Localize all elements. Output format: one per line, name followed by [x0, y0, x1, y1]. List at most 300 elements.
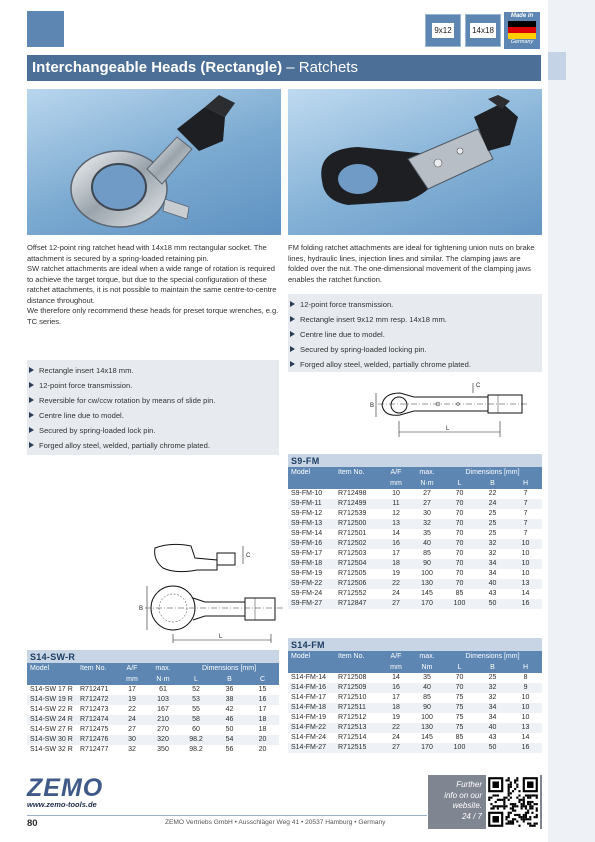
- table-cell: 27: [423, 490, 431, 497]
- col-max: max.: [419, 469, 435, 476]
- table-cell: 24: [392, 734, 400, 741]
- s14sw-table: [27, 663, 279, 755]
- zemo-logo-wordmark: ZEMO: [27, 774, 104, 802]
- col-dimensions: Dimensions [mm]: [465, 469, 520, 476]
- table-cell: 24: [117, 715, 147, 725]
- table-cell: 40: [411, 539, 443, 549]
- left-feature-text: Rectangle insert 14x18 mm.: [39, 366, 134, 375]
- table-cell: S9-FM-27: [288, 599, 335, 609]
- table-cell: S14-SW 32 R: [30, 746, 73, 753]
- bullet-arrow-icon: [290, 301, 295, 307]
- table-cell: S9-FM-13: [288, 519, 335, 529]
- table-row: [288, 733, 542, 743]
- table-cell: 100: [421, 570, 433, 577]
- bullet-arrow-icon: [290, 346, 295, 352]
- table-cell: 100: [443, 599, 476, 609]
- table-cell: 350: [157, 746, 169, 753]
- fm-dim-label-c: C: [476, 383, 481, 389]
- bullet-arrow-icon: [29, 367, 34, 373]
- table-cell: 16: [509, 743, 542, 753]
- table-cell: 70: [455, 530, 464, 537]
- table-cell: R712508: [338, 674, 367, 681]
- left-paragraph-1: Offset 12-point ring ratchet head with 14x18 mm rectangular socket. The attachment is secured by a spring-loaded retaining pin.: [27, 243, 267, 263]
- table-cell: 75: [455, 714, 464, 721]
- col-af-unit: mm: [390, 664, 402, 671]
- table-cell: 70: [455, 570, 464, 577]
- table-cell: 38: [213, 695, 246, 705]
- table-cell: S14-SW 17 R: [30, 686, 73, 693]
- table-cell: 7: [523, 490, 528, 497]
- col-b: B: [490, 480, 495, 487]
- table-cell: 7: [523, 510, 528, 517]
- table-cell: 22: [381, 579, 411, 589]
- table-cell: 32: [488, 694, 497, 701]
- folding-ratchet-illustration: [288, 89, 542, 235]
- table-cell: 32: [411, 519, 443, 529]
- table-cell: 13: [509, 579, 542, 589]
- folding-ratchet-photo: [288, 89, 542, 235]
- table-cell: R712504: [335, 559, 381, 569]
- col-dimensions: Dimensions [mm]: [465, 653, 520, 660]
- left-paragraph-2: SW ratchet attachments are ideal when a wide range of rotation is required to achieve the target torque, but due to the special configuration of these ratchet attachments, it is not possible to maintain the same centre-to-centre distance throughout.: [27, 264, 277, 305]
- table-row: [288, 519, 542, 529]
- table-cell: R712510: [338, 694, 367, 701]
- bullet-arrow-icon: [290, 316, 295, 322]
- table-cell: 170: [411, 599, 443, 609]
- table-cell: R712847: [335, 599, 381, 609]
- table-cell: 14: [392, 530, 400, 537]
- col-b: B: [490, 664, 495, 671]
- table-cell: 85: [423, 694, 431, 701]
- table-cell: 16: [509, 599, 542, 609]
- col-l: L: [194, 676, 198, 683]
- table-cell: 16: [381, 683, 411, 693]
- table-cell: S9-FM-22: [288, 579, 335, 589]
- table-cell: 98.2: [189, 746, 203, 753]
- table-cell: 14: [521, 734, 530, 741]
- table-cell: 70: [455, 510, 464, 517]
- table-cell: R712499: [335, 499, 381, 509]
- table-cell: S14-FM-22: [288, 723, 335, 733]
- table-cell: R712513: [335, 723, 381, 733]
- page-title-rest: – Ratchets: [282, 59, 358, 76]
- right-feature-item: [288, 342, 542, 357]
- table-cell: 16: [246, 695, 279, 705]
- table-cell: 19: [392, 714, 400, 721]
- table-cell: 70: [455, 490, 464, 497]
- table-cell: 10: [509, 539, 542, 549]
- col-item-no: Item No.: [338, 653, 365, 660]
- table-cell: 11: [381, 499, 411, 509]
- col-l: L: [457, 664, 462, 671]
- bullet-arrow-icon: [290, 331, 295, 337]
- right-feature-item: [288, 357, 542, 372]
- col-af-unit: mm: [390, 480, 402, 487]
- table-cell: R712500: [335, 519, 381, 529]
- table-cell: 32: [488, 550, 497, 557]
- table-cell: 100: [443, 743, 476, 753]
- table-cell: 10: [521, 714, 530, 721]
- table-cell: 17: [258, 706, 267, 713]
- col-af-unit: mm: [126, 676, 138, 683]
- table-row: [288, 579, 542, 589]
- table-cell: 17: [128, 686, 136, 693]
- table-cell: 12: [392, 510, 400, 517]
- table-cell: 70: [443, 683, 476, 693]
- zemo-logo: [27, 776, 117, 810]
- table-cell: S14-FM-16: [288, 683, 335, 693]
- table-cell: 13: [509, 723, 542, 733]
- table-cell: S14-FM-24: [291, 734, 327, 741]
- table-cell: 16: [381, 539, 411, 549]
- sw-dim-label-c: C: [246, 553, 251, 559]
- bullet-arrow-icon: [29, 427, 34, 433]
- fm-dim-label-l: L: [446, 426, 450, 432]
- table-cell: 34: [488, 714, 497, 721]
- page-number: 80: [27, 818, 38, 829]
- table-cell: 22: [381, 723, 411, 733]
- left-feature-text: 12-point force transmission.: [39, 381, 133, 390]
- table-cell: 17: [392, 694, 400, 701]
- german-flag-icon: [508, 21, 536, 39]
- table-cell: 54: [213, 735, 246, 745]
- website-info-line: website.: [452, 801, 482, 810]
- table-cell: 30: [117, 735, 147, 745]
- bullet-arrow-icon: [29, 442, 34, 448]
- left-feature-item: [27, 438, 279, 453]
- table-cell: 100: [421, 714, 433, 721]
- table-cell: 130: [411, 579, 443, 589]
- table-cell: 40: [476, 579, 509, 589]
- table-cell: 10: [509, 559, 542, 569]
- table-cell: R712474: [77, 715, 117, 725]
- col-item-sub: [77, 674, 117, 685]
- right-feature-item: [288, 327, 542, 342]
- table-cell: 8: [523, 674, 528, 681]
- table-cell: 70: [443, 539, 476, 549]
- germany-label: Germany: [510, 39, 534, 45]
- right-feature-list-box: [288, 294, 542, 372]
- table-cell: 75: [455, 694, 464, 701]
- table-cell: S9-FM-19: [291, 570, 323, 577]
- table-cell: 34: [476, 703, 509, 713]
- left-feature-text: Centre line due to model.: [39, 411, 124, 420]
- table-cell: 25: [488, 530, 497, 537]
- table-cell: 18: [246, 715, 279, 725]
- table-cell: S14-SW 19 R: [27, 695, 77, 705]
- table-cell: 10: [521, 550, 530, 557]
- table-cell: 27: [381, 599, 411, 609]
- table-row: [288, 589, 542, 599]
- left-feature-text: Reversible for cw/ccw rotation by means of slide pin.: [39, 396, 216, 405]
- table-cell: R712503: [338, 550, 367, 557]
- col-model: Model: [291, 653, 311, 660]
- col-item-no: Item No.: [338, 469, 365, 476]
- table-row: [27, 705, 279, 715]
- table-cell: 27: [381, 743, 411, 753]
- table-cell: 32: [128, 746, 136, 753]
- table-cell: 70: [443, 499, 476, 509]
- table-row: [288, 743, 542, 753]
- table-cell: 20: [246, 735, 279, 745]
- table-cell: S9-FM-14: [291, 530, 323, 537]
- col-model-sub: [288, 478, 335, 489]
- table-cell: 18: [258, 726, 267, 733]
- table-cell: 270: [157, 726, 169, 733]
- table-cell: 35: [423, 530, 431, 537]
- table-cell: S14-FM-18: [288, 703, 335, 713]
- table-cell: 75: [443, 723, 476, 733]
- right-feature-text: Secured by spring-loaded locking pin.: [300, 345, 427, 354]
- table-cell: 27: [411, 499, 443, 509]
- table-cell: 90: [411, 703, 443, 713]
- col-item-sub: [335, 662, 381, 673]
- table-row: [288, 569, 542, 579]
- table-cell: 43: [488, 590, 497, 597]
- right-feature-item: [288, 297, 542, 312]
- left-feature-item: [27, 423, 279, 438]
- left-paragraph-3: We therefore only recommend these heads for preset torque wrenches, e.g. TC series.: [27, 306, 279, 326]
- table-cell: 36: [225, 686, 234, 693]
- table-cell: 70: [455, 674, 464, 681]
- website-info-line: 24 / 7: [461, 811, 482, 821]
- table-row: [27, 685, 279, 695]
- table-row: [288, 723, 542, 733]
- table-cell: R712539: [338, 510, 367, 517]
- table-cell: 10: [521, 570, 530, 577]
- table-cell: 70: [443, 519, 476, 529]
- table-cell: 70: [443, 579, 476, 589]
- table-cell: S9-FM-11: [288, 499, 335, 509]
- fm-dim-label-b: B: [370, 403, 375, 409]
- col-max-unit: N·m: [156, 676, 170, 683]
- table-cell: 24: [392, 590, 400, 597]
- badge-9x12: [425, 14, 461, 47]
- page-title-bold: Interchangeable Heads (Rectangle): [32, 59, 283, 76]
- table-cell: R712501: [338, 530, 367, 537]
- bullet-arrow-icon: [29, 382, 34, 388]
- table-cell: 90: [411, 559, 443, 569]
- table-cell: 18: [381, 703, 411, 713]
- table-cell: R712514: [338, 734, 367, 741]
- ratchet-head-illustration: [27, 89, 281, 235]
- table-cell: 19: [117, 695, 147, 705]
- col-item-sub: [335, 478, 381, 489]
- table-cell: S14-FM-14: [291, 674, 327, 681]
- table-cell: 103: [147, 695, 179, 705]
- col-af: A/F: [126, 665, 138, 672]
- table-row: [288, 713, 542, 723]
- table-cell: 25: [488, 510, 497, 517]
- table-cell: 40: [411, 683, 443, 693]
- company-address: ZEMO Vertriebs GmbH • Ausschläger Weg 41 • 20537 Hamburg • Germany: [165, 819, 386, 826]
- table-row: [288, 703, 542, 713]
- table-cell: S9-FM-24: [291, 590, 323, 597]
- table-cell: 43: [488, 734, 497, 741]
- qr-code-icon[interactable]: [486, 775, 540, 829]
- left-feature-text: Forged alloy steel, welded, partially chrome plated.: [39, 441, 210, 450]
- table-cell: R712477: [80, 746, 109, 753]
- table-cell: R712498: [338, 490, 367, 497]
- table-cell: 46: [213, 715, 246, 725]
- table-cell: R712473: [80, 706, 109, 713]
- table-cell: 50: [476, 599, 509, 609]
- table-cell: 15: [258, 686, 267, 693]
- table-cell: R712512: [338, 714, 367, 721]
- table-cell: 52: [192, 686, 200, 693]
- table-cell: 7: [523, 530, 528, 537]
- col-model-sub: [288, 662, 335, 673]
- col-dimensions: Dimensions [mm]: [201, 665, 257, 672]
- website-info-text: [430, 780, 482, 822]
- table-cell: 32: [476, 539, 509, 549]
- sw-dim-label-l: L: [219, 634, 223, 640]
- col-model-sub: [27, 674, 77, 685]
- right-description: [288, 243, 542, 285]
- table-cell: 22: [488, 490, 497, 497]
- table-cell: 10: [392, 490, 400, 497]
- col-h: H: [522, 664, 529, 671]
- s9fm-table-title: S9-FM: [288, 454, 542, 467]
- s9fm-table: [288, 467, 542, 609]
- table-cell: 27: [128, 726, 136, 733]
- sw-dim-label-b: B: [139, 606, 144, 612]
- col-item-no: Item No.: [80, 665, 107, 672]
- section-tab-marker: [548, 52, 566, 80]
- left-feature-item: [27, 363, 279, 378]
- table-cell: 24: [476, 499, 509, 509]
- s14sw-table-body: [27, 685, 279, 755]
- table-cell: 130: [411, 723, 443, 733]
- corner-color-block: [27, 11, 64, 47]
- right-feature-list: [288, 297, 542, 372]
- website-info-line: info on our: [444, 790, 482, 800]
- table-row: [288, 539, 542, 549]
- table-cell: 19: [392, 570, 400, 577]
- table-cell: 85: [455, 590, 464, 597]
- table-cell: 167: [157, 706, 169, 713]
- col-model: Model: [30, 665, 50, 672]
- table-cell: 7: [509, 519, 542, 529]
- table-cell: S14-FM-17: [291, 694, 327, 701]
- table-cell: 85: [423, 550, 431, 557]
- footer-divider: [27, 815, 427, 816]
- left-feature-list: [27, 363, 279, 453]
- left-feature-item: [27, 408, 279, 423]
- table-cell: R712506: [335, 579, 381, 589]
- table-row: [288, 693, 542, 703]
- table-cell: 34: [476, 559, 509, 569]
- col-b: B: [227, 676, 232, 683]
- table-cell: 30: [423, 510, 431, 517]
- made-in-label: Made in: [510, 13, 534, 19]
- table-cell: 14: [392, 674, 400, 681]
- table-cell: R712476: [77, 735, 117, 745]
- made-in-germany-badge: [504, 12, 540, 49]
- table-cell: 14: [521, 590, 530, 597]
- table-cell: S9-FM-17: [291, 550, 323, 557]
- badge-14x18: [465, 14, 501, 47]
- table-cell: 170: [411, 743, 443, 753]
- fm-technical-drawing: [288, 375, 542, 450]
- right-feature-text: Centre line due to model.: [300, 330, 385, 339]
- col-c: C: [259, 676, 266, 683]
- table-row: [288, 509, 542, 519]
- website-info-box: [428, 775, 542, 829]
- table-row: [288, 599, 542, 609]
- col-af: A/F: [390, 653, 402, 660]
- table-cell: S9-FM-12: [291, 510, 323, 517]
- table-cell: 210: [147, 715, 179, 725]
- left-description: [27, 243, 279, 327]
- table-cell: 56: [225, 746, 234, 753]
- table-cell: R712552: [338, 590, 367, 597]
- table-cell: S14-SW 27 R: [30, 726, 73, 733]
- right-feature-text: Rectangle insert 9x12 mm resp. 14x18 mm.: [300, 315, 447, 324]
- table-cell: 7: [509, 499, 542, 509]
- table-row: [288, 673, 542, 683]
- left-feature-item: [27, 393, 279, 408]
- table-cell: 61: [159, 686, 167, 693]
- table-row: [27, 735, 279, 745]
- col-max: max.: [419, 653, 435, 660]
- col-model: Model: [291, 469, 311, 476]
- table-row: [27, 745, 279, 755]
- col-max-unit: N·m: [420, 480, 434, 487]
- left-feature-list-box: [27, 360, 279, 455]
- table-cell: 10: [521, 694, 530, 701]
- table-cell: 9: [509, 683, 542, 693]
- table-cell: 70: [455, 550, 464, 557]
- table-row: [27, 715, 279, 725]
- table-cell: 18: [381, 559, 411, 569]
- table-row: [27, 725, 279, 735]
- col-af: A/F: [390, 469, 402, 476]
- table-cell: 25: [488, 674, 497, 681]
- table-cell: 25: [476, 519, 509, 529]
- table-cell: R712471: [80, 686, 109, 693]
- table-cell: 10: [509, 703, 542, 713]
- right-paragraph-1: FM folding ratchet attachments are ideal for tightening union nuts on brake lines, hydraulic lines, injection lines and similar. The clamping jaws are folded over the nut. The one-dimensional movement of the clamping jaws enables the ratchet function.: [288, 243, 535, 284]
- col-max: max.: [155, 665, 171, 672]
- table-cell: R712515: [335, 743, 381, 753]
- table-cell: R712502: [335, 539, 381, 549]
- s14sw-table-title: S14-SW-R: [27, 650, 279, 663]
- col-l: L: [457, 480, 462, 487]
- col-max-unit: Nm: [421, 664, 433, 671]
- table-cell: 145: [421, 590, 433, 597]
- table-cell: S14-FM-27: [288, 743, 335, 753]
- bullet-arrow-icon: [29, 397, 34, 403]
- table-cell: 60: [192, 726, 200, 733]
- table-cell: 34: [488, 570, 497, 577]
- table-cell: 22: [128, 706, 136, 713]
- table-cell: S14-SW 30 R: [27, 735, 77, 745]
- s9fm-table-body: [288, 489, 542, 609]
- table-cell: R712509: [335, 683, 381, 693]
- table-cell: 85: [455, 734, 464, 741]
- table-cell: S9-FM-18: [288, 559, 335, 569]
- website-info-line: Further: [456, 780, 482, 789]
- table-cell: 35: [423, 674, 431, 681]
- table-cell: S14-SW 24 R: [27, 715, 77, 725]
- s14fm-table-body: [288, 673, 542, 753]
- right-feature-item: [288, 312, 542, 327]
- table-cell: R712475: [80, 726, 109, 733]
- website-url[interactable]: www.zemo-tools.de: [27, 800, 97, 809]
- left-feature-item: [27, 378, 279, 393]
- bullet-arrow-icon: [290, 361, 295, 367]
